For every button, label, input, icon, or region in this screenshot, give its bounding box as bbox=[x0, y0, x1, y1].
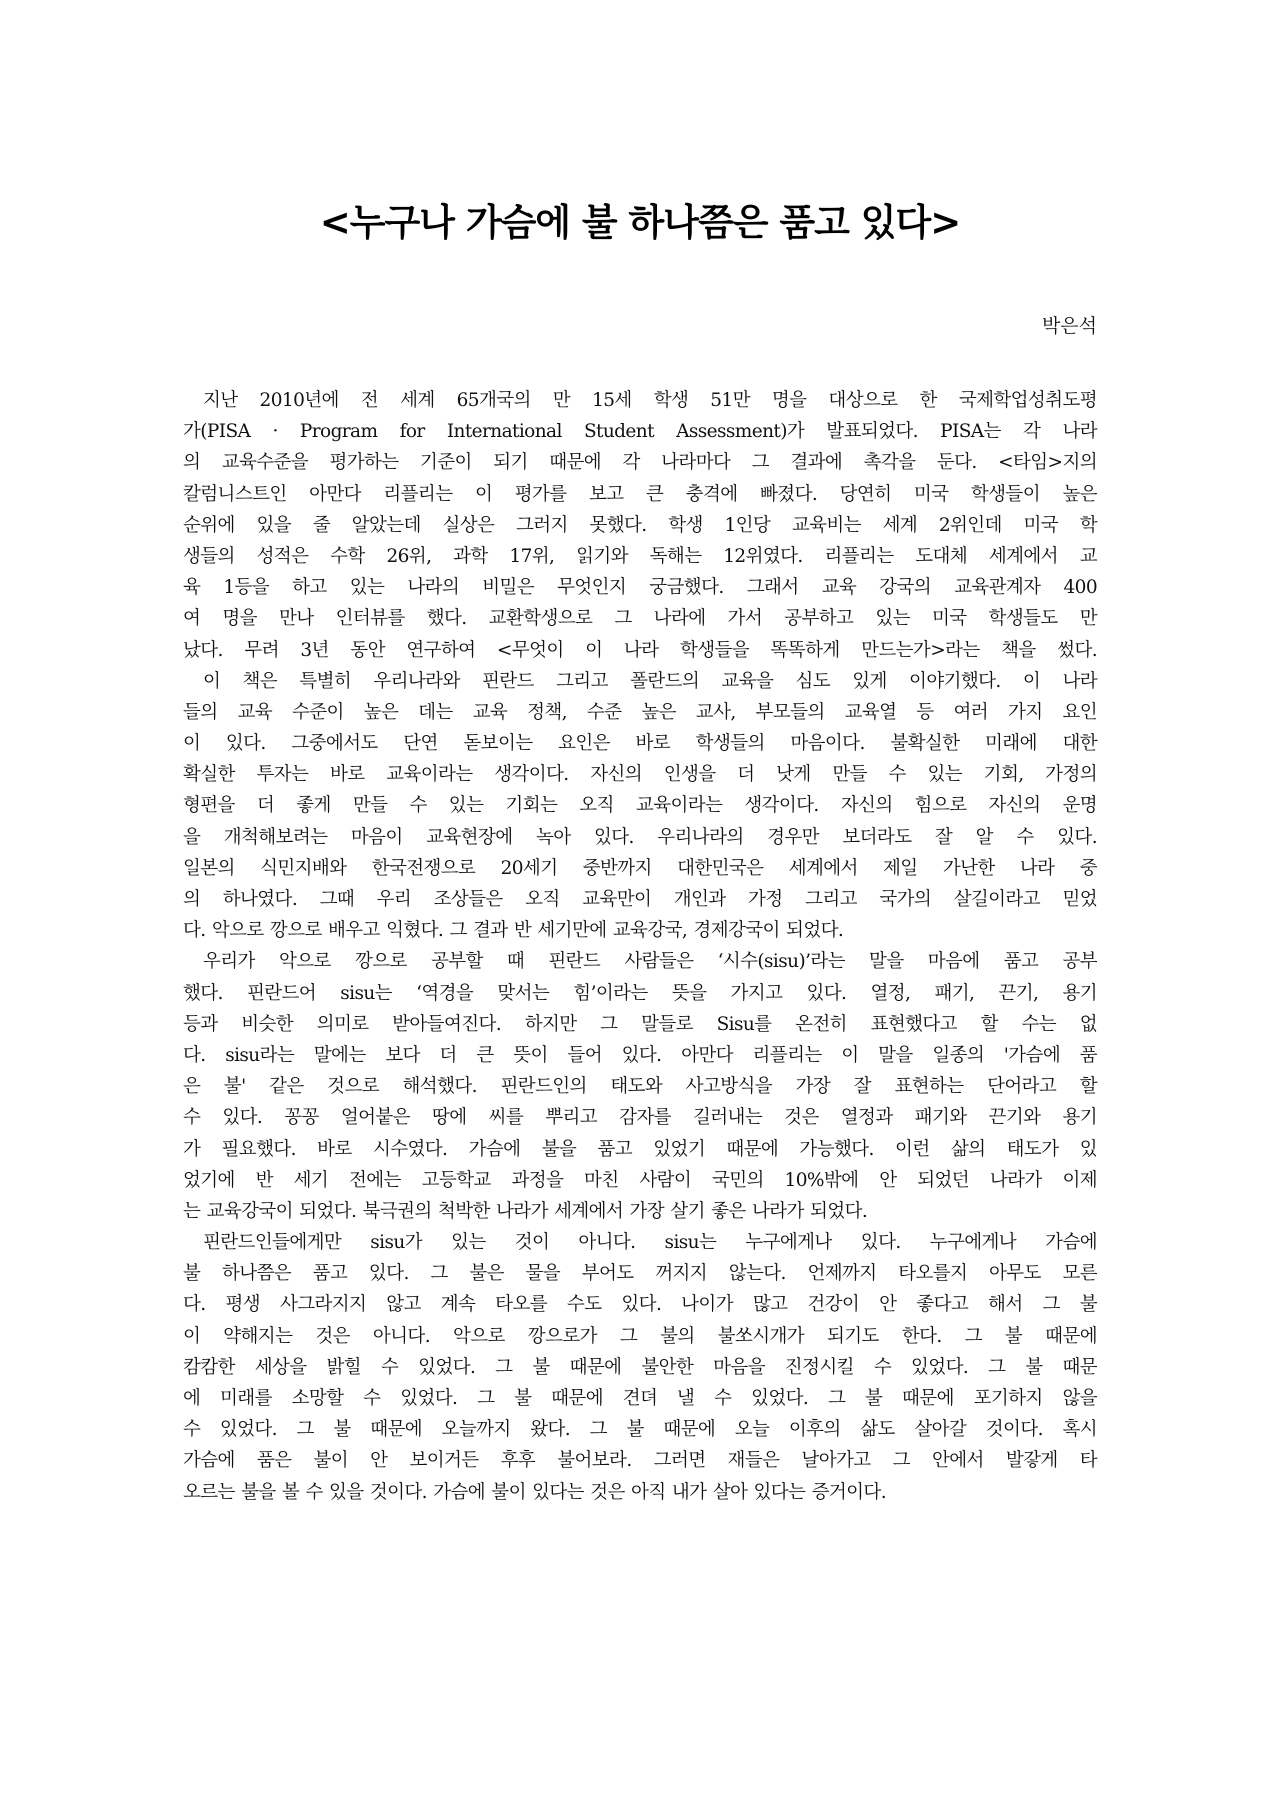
text-line: 의 교육수준을 평가하는 기준이 되기 때문에 각 나라마다 그 결과에 촉각을 둔다. <타임>지의 bbox=[183, 452, 1097, 474]
text-line: 들의 교육 수준이 높은 데는 교육 정책, 수준 높은 교사, 부모들의 교육열 등 여러 가지 요인 bbox=[183, 701, 1097, 723]
text-line: 형편을 더 좋게 만들 수 있는 기회는 오직 교육이라는 생각이다. 자신의 힘으로 자신의 운명 bbox=[183, 795, 1097, 817]
text-line: 가슴에 품은 불이 안 보이거든 후후 불어보라. 그러면 재들은 날아가고 그 안에서 발갛게 타 bbox=[183, 1450, 1097, 1472]
text-line: 우리가 악으로 깡으로 공부할 때 핀란드 사람들은 ‘시수(sisu)’라는 말을 마음에 품고 공부 bbox=[203, 951, 1097, 973]
text-line: 확실한 투자는 바로 교육이라는 생각이다. 자신의 인생을 더 낫게 만들 수 있는 기회, 가정의 bbox=[183, 764, 1097, 786]
text-line: 순위에 있을 줄 알았는데 실상은 그러지 못했다. 학생 1인당 교육비는 세계 2위인데 미국 학 bbox=[183, 514, 1097, 536]
text-line: 지난 2010년에 전 세계 65개국의 만 15세 학생 51만 명을 대상으로 한 국제학업성취도평 bbox=[203, 390, 1097, 411]
text-line: 오르는 불을 볼 수 있을 것이다. 가슴에 불이 있다는 것은 아직 내가 살아 있다는 증거이다. bbox=[183, 1481, 886, 1503]
author-name: 박은석 bbox=[1041, 315, 1097, 337]
text-line: 의 하나였다. 그때 우리 조상들은 오직 교육만이 개인과 가정 그리고 국가의 살길이라고 믿었 bbox=[183, 889, 1097, 910]
text-line: 이 있다. 그중에서도 단연 돋보이는 요인은 바로 학생들의 마음이다. 불확실한 미래에 대한 bbox=[183, 733, 1097, 755]
text-line: 을 개척해보려는 마음이 교육현장에 녹아 있다. 우리나라의 경우만 보더라도 잘 알 수 있다. bbox=[183, 826, 1097, 848]
text-line: 캄캄한 세상을 밝힐 수 있었다. 그 불 때문에 불안한 마음을 진정시킬 수 있었다. 그 불 때문 bbox=[183, 1356, 1097, 1378]
paragraph-2 bbox=[183, 666, 1097, 947]
document-title: <누구나 가슴에 불 하나쯤은 품고 있다> bbox=[319, 201, 961, 244]
text-line: 은 불' 같은 것으로 해석했다. 핀란드인의 태도와 사고방식을 가장 잘 표현하는 단어라고 할 bbox=[183, 1076, 1097, 1098]
text-line: 이 약해지는 것은 아니다. 악으로 깡으로가 그 불의 불쏘시개가 되기도 한다. 그 불 때문에 bbox=[183, 1325, 1097, 1347]
text-line: 여 명을 만나 인터뷰를 했다. 교환학생으로 그 나라에 가서 공부하고 있는 미국 학생들도 만 bbox=[183, 608, 1097, 630]
document-body bbox=[183, 385, 1097, 1508]
text-line: 했다. 핀란드어 sisu는 ‘역경을 맞서는 힘’이라는 뜻을 가지고 있다. 열정, 패기, 끈기, 용기 bbox=[183, 982, 1097, 1004]
text-line: 핀란드인들에게만 sisu가 있는 것이 아니다. sisu는 누구에게나 있다. 누구에게나 가슴에 bbox=[203, 1232, 1097, 1254]
text-line: 수 있다. 꽁꽁 얼어붙은 땅에 씨를 뿌리고 감자를 길러내는 것은 열정과 패기와 끈기와 용기 bbox=[183, 1107, 1097, 1129]
text-line: 육 1등을 하고 있는 나라의 비밀은 무엇인지 궁금했다. 그래서 교육 강국의 교육관계자 400 bbox=[183, 577, 1097, 599]
text-line: 생들의 성적은 수학 26위, 과학 17위, 읽기와 독해는 12위였다. 리플리는 도대체 세계에서 교 bbox=[183, 545, 1097, 567]
text-line: 났다. 무려 3년 동안 연구하여 <무엇이 이 나라 학생들을 똑똑하게 만드는가>라는 책을 썼다. bbox=[183, 639, 1097, 661]
text-line: 다. 악으로 깡으로 배우고 익혔다. 그 결과 반 세기만에 교육강국, 경제강국이 되었다. bbox=[183, 920, 844, 942]
text-line: 수 있었다. 그 불 때문에 오늘까지 왔다. 그 불 때문에 오늘 이후의 삶도 살아갈 것이다. 혹시 bbox=[183, 1419, 1097, 1441]
text-line: 다. 평생 사그라지지 않고 계속 타오를 수도 있다. 나이가 많고 건강이 안 좋다고 해서 그 불 bbox=[183, 1294, 1097, 1316]
text-line: 에 미래를 소망할 수 있었다. 그 불 때문에 견뎌 낼 수 있었다. 그 불 때문에 포기하지 않을 bbox=[183, 1388, 1097, 1409]
paragraph-3 bbox=[183, 946, 1097, 1227]
text-line: 불 하나쯤은 품고 있다. 그 불은 물을 부어도 꺼지지 않는다. 언제까지 타오를지 아무도 모른 bbox=[183, 1263, 1097, 1285]
text-line: 등과 비슷한 의미로 받아들여진다. 하지만 그 말들로 Sisu를 온전히 표현했다고 할 수는 없 bbox=[183, 1013, 1097, 1035]
text-line: 다. sisu라는 말에는 보다 더 큰 뜻이 들어 있다. 아만다 리플리는 이 말을 일종의 '가슴에 품 bbox=[183, 1044, 1097, 1066]
text-line: 가(PISA · Program for International Student Assessment)가 발표되었다. PISA는 각 나라 bbox=[183, 421, 1097, 443]
text-line: 는 교육강국이 되었다. 북극권의 척박한 나라가 세계에서 가장 살기 좋은 나라가 되었다. bbox=[183, 1200, 868, 1222]
paragraph-4 bbox=[183, 1227, 1097, 1508]
text-line: 칼럼니스트인 아만다 리플리는 이 평가를 보고 큰 충격에 빠졌다. 당연히 미국 학생들이 높은 bbox=[183, 483, 1097, 505]
paragraph-1 bbox=[183, 385, 1097, 666]
text-line: 가 필요했다. 바로 시수였다. 가슴에 불을 품고 있었기 때문에 가능했다. 이런 삶의 태도가 있 bbox=[183, 1138, 1097, 1160]
text-line: 이 책은 특별히 우리나라와 핀란드 그리고 폴란드의 교육을 심도 있게 이야기했다. 이 나라 bbox=[203, 670, 1097, 692]
text-line: 었기에 반 세기 전에는 고등학교 과정을 마친 사람이 국민의 10%밖에 안 되었던 나라가 이제 bbox=[183, 1169, 1097, 1191]
text-line: 일본의 식민지배와 한국전쟁으로 20세기 중반까지 대한민국은 세계에서 제일 가난한 나라 중 bbox=[183, 857, 1097, 879]
